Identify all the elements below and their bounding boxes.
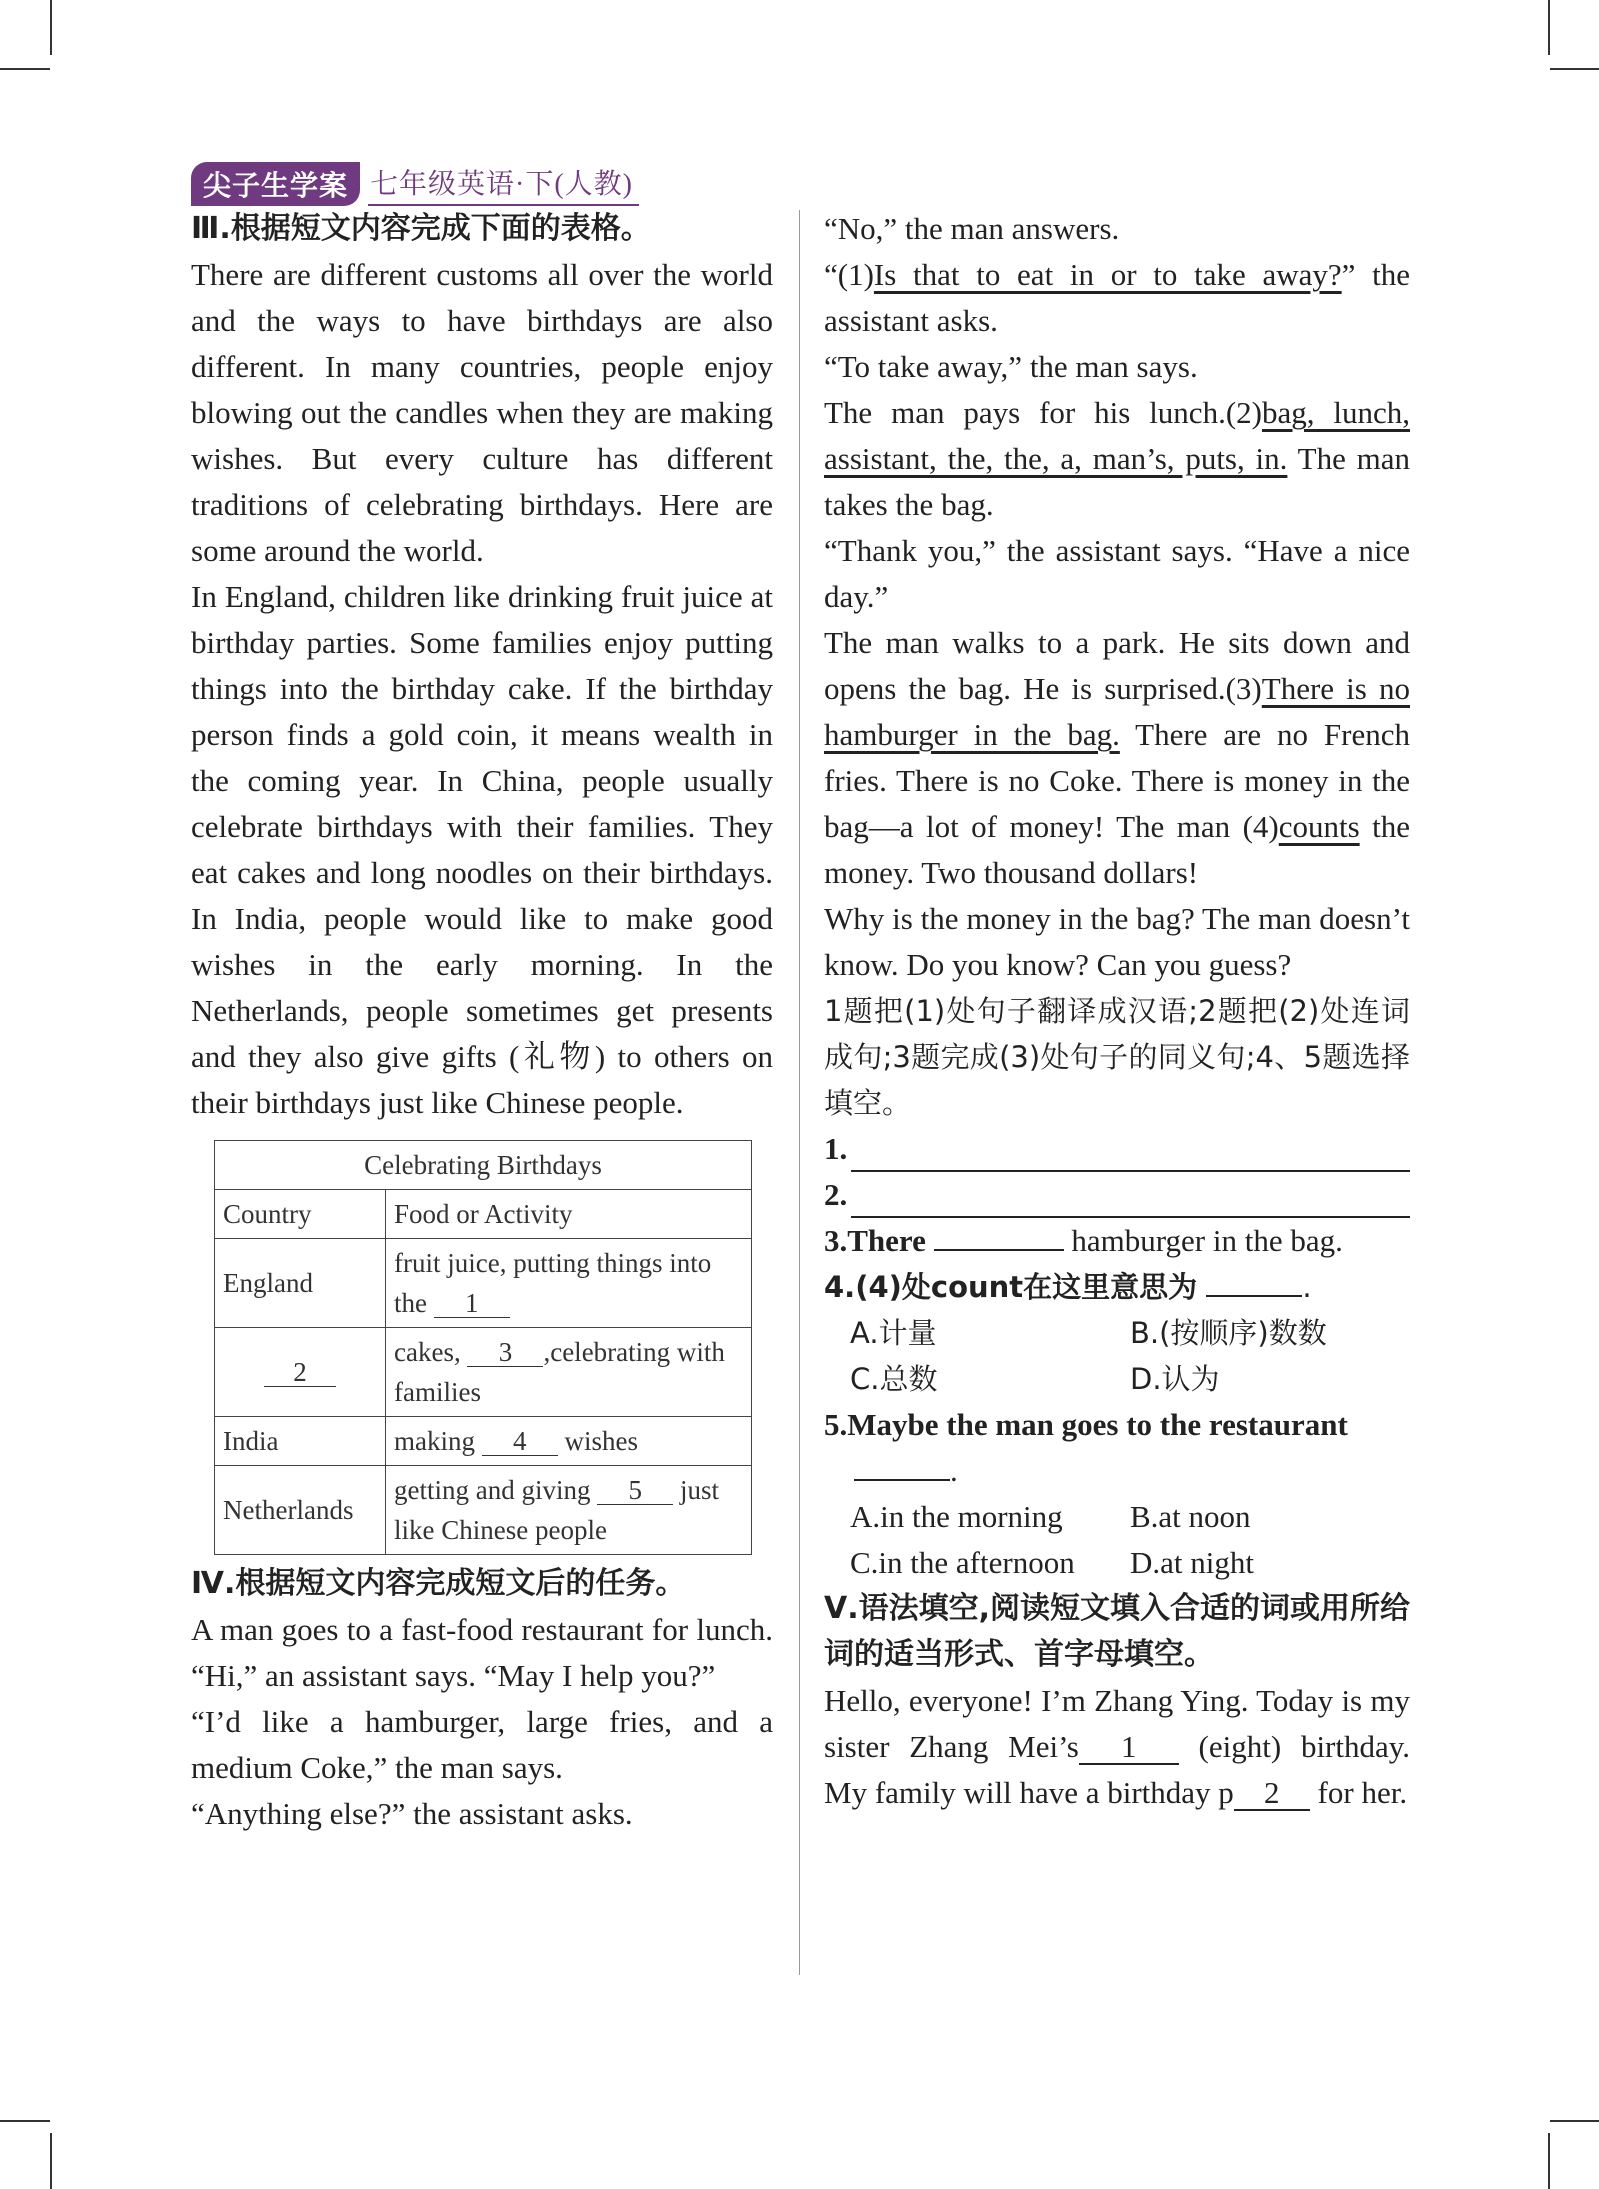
grammar-blank-2-letter: p	[1218, 1775, 1234, 1810]
table-row	[215, 1417, 752, 1466]
story-paragraph: “(1)Is that to eat in or to take away?” the assistant asks.	[824, 257, 1410, 338]
blank-2[interactable]: 2	[264, 1358, 336, 1387]
crop-mark	[1550, 2120, 1599, 2122]
table-cell: India	[215, 1417, 386, 1466]
table-row	[215, 1466, 752, 1555]
option-d[interactable]: D.认为	[1130, 1362, 1220, 1396]
brand-badge: 尖子生学案	[191, 162, 360, 206]
grammar-blank-2[interactable]: 2	[1234, 1777, 1310, 1811]
option-d[interactable]: D.at night	[1130, 1545, 1254, 1580]
story-paragraph: “No,” the man answers.	[824, 211, 1120, 246]
story-paragraph: The man pays for his lunch.(2)bag, lunch, assistant, the, the, a, man’s, puts, in. The man takes the bag.	[824, 395, 1410, 522]
right-column	[824, 206, 1410, 1816]
table-cell: fruit juice, putting things into the 1	[386, 1239, 752, 1328]
crop-mark	[1548, 0, 1550, 55]
table-cell: getting and giving 5 just like Chinese people	[386, 1466, 752, 1555]
answer-blank-3[interactable]	[934, 1249, 1064, 1251]
table-header-food: Food or Activity	[386, 1190, 752, 1239]
grammar-paragraph: Hello, everyone! I’m Zhang Ying. Today is my sister Zhang Mei’s 1 (eight) birthday. My family will have a birthday p 2 for her.	[824, 1683, 1410, 1810]
table-cell: making 4 wishes	[386, 1417, 752, 1466]
question-5: 5.Maybe the man goes to the restaurant .	[824, 1407, 1348, 1488]
section-5-title: Ⅴ.语法填空,阅读短文填入合适的词或用所给词的适当形式、首字母填空。	[824, 1591, 1411, 1672]
story-paragraph: “To take away,” the man says.	[824, 349, 1198, 384]
table-cell	[215, 1328, 386, 1417]
story-paragraph: A man goes to a fast-food restaurant for lunch. “Hi,” an assistant says. “May I help you?”	[191, 1612, 773, 1693]
blank-4[interactable]: 4	[482, 1427, 558, 1456]
passage-paragraph: There are different customs all over the world and the ways to have birthdays are also different. In many countries, people enjoy blowing out the candles when they are making wishes. But every culture has different traditions of celebrating birthdays. Here are some around the world.	[191, 257, 773, 568]
table-caption: Celebrating Birthdays	[215, 1141, 752, 1190]
crop-mark	[1550, 68, 1599, 70]
underlined-sentence-3: There is no hamburger in the bag.	[824, 671, 1410, 752]
table-row	[215, 1190, 752, 1239]
options-q4	[824, 1310, 1410, 1356]
story-paragraph: Why is the money in the bag? The man doesn’t know. Do you know? Can you guess?	[824, 901, 1410, 982]
answer-blank-5[interactable]	[854, 1479, 950, 1481]
table-row	[215, 1328, 752, 1417]
options-q5	[824, 1494, 1410, 1540]
blank-3[interactable]: 3	[467, 1338, 543, 1367]
option-b[interactable]: B.(按顺序)数数	[1130, 1316, 1327, 1350]
table-cell: England	[215, 1239, 386, 1328]
question-3: 3.There hamburger in the bag.	[824, 1223, 1343, 1258]
column-divider	[799, 210, 800, 1975]
answer-line-2[interactable]	[851, 1182, 1410, 1218]
blank-5[interactable]: 5	[597, 1476, 673, 1505]
crop-mark	[1548, 2133, 1550, 2189]
story-paragraph: “Thank you,” the assistant says. “Have a nice day.”	[824, 533, 1410, 614]
crop-mark	[0, 2120, 50, 2122]
blank-1[interactable]: 1	[434, 1289, 510, 1318]
task-instruction: 1题把(1)处句子翻译成汉语;2题把(2)处连词成句;3题完成(3)处句子的同义句;4、5题选择填空。	[824, 994, 1410, 1120]
answer-line-1[interactable]	[851, 1136, 1410, 1172]
table-cell: Netherlands	[215, 1466, 386, 1555]
table-row	[215, 1239, 752, 1328]
page-header	[191, 162, 639, 206]
underlined-word-4: counts	[1278, 809, 1360, 844]
option-c[interactable]: C.总数	[850, 1362, 938, 1396]
options-q5	[824, 1540, 1410, 1586]
section-3-title: Ⅲ.根据短文内容完成下面的表格。	[191, 211, 651, 246]
option-a[interactable]: A.计量	[850, 1316, 937, 1350]
left-column	[191, 206, 773, 1837]
table-header-country: Country	[215, 1190, 386, 1239]
story-paragraph: “Anything else?” the assistant asks.	[191, 1796, 633, 1831]
question-1: 1.	[824, 1126, 1410, 1172]
grammar-blank-1[interactable]: 1	[1079, 1731, 1179, 1765]
question-4: 4.(4)处count在这里意思为 .	[824, 1270, 1312, 1304]
options-q4	[824, 1356, 1410, 1402]
question-2: 2.	[824, 1172, 1410, 1218]
crop-mark	[50, 0, 52, 55]
story-paragraph: The man walks to a park. He sits down and opens the bag. He is surprised.(3)There is no hamburger in the bag. There are no French fries. There is no Coke. There is money in the bag—a lot of money! The man (4)counts the money. Two thousand dollars!	[824, 625, 1410, 890]
table-cell: cakes, 3 ,celebrating with families	[386, 1328, 752, 1417]
option-b[interactable]: B.at noon	[1130, 1499, 1251, 1534]
crop-mark	[50, 2133, 52, 2189]
underlined-words-2: bag, lunch, assistant, the, the, a, man’s, puts, in.	[824, 395, 1410, 476]
birthday-table	[214, 1140, 752, 1555]
answer-blank-4[interactable]	[1206, 1295, 1302, 1297]
book-subtitle: 七年级英语·下(人教)	[368, 162, 639, 206]
underlined-sentence-1: Is that to eat in or to take away?	[873, 257, 1342, 292]
passage-paragraph: In England, children like drinking fruit juice at birthday parties. Some families enjoy putting things into the birthday cake. If the birthday person finds a gold coin, it means wealth in the coming year. In China, people usually celebrate birthdays with their families. They eat cakes and long noodles on their birthdays. In India, people would like to make good wishes in the early morning. In the Netherlands, people sometimes get presents and they also give gifts (礼物) to others on their birthdays just like Chinese people.	[191, 579, 773, 1120]
option-c[interactable]: C.in the afternoon	[850, 1545, 1075, 1580]
crop-mark	[0, 68, 50, 70]
section-4-title: Ⅳ.根据短文内容完成短文后的任务。	[191, 1566, 686, 1601]
story-paragraph: “I’d like a hamburger, large fries, and a medium Coke,” the man says.	[191, 1704, 773, 1785]
option-a[interactable]: A.in the morning	[850, 1499, 1063, 1534]
